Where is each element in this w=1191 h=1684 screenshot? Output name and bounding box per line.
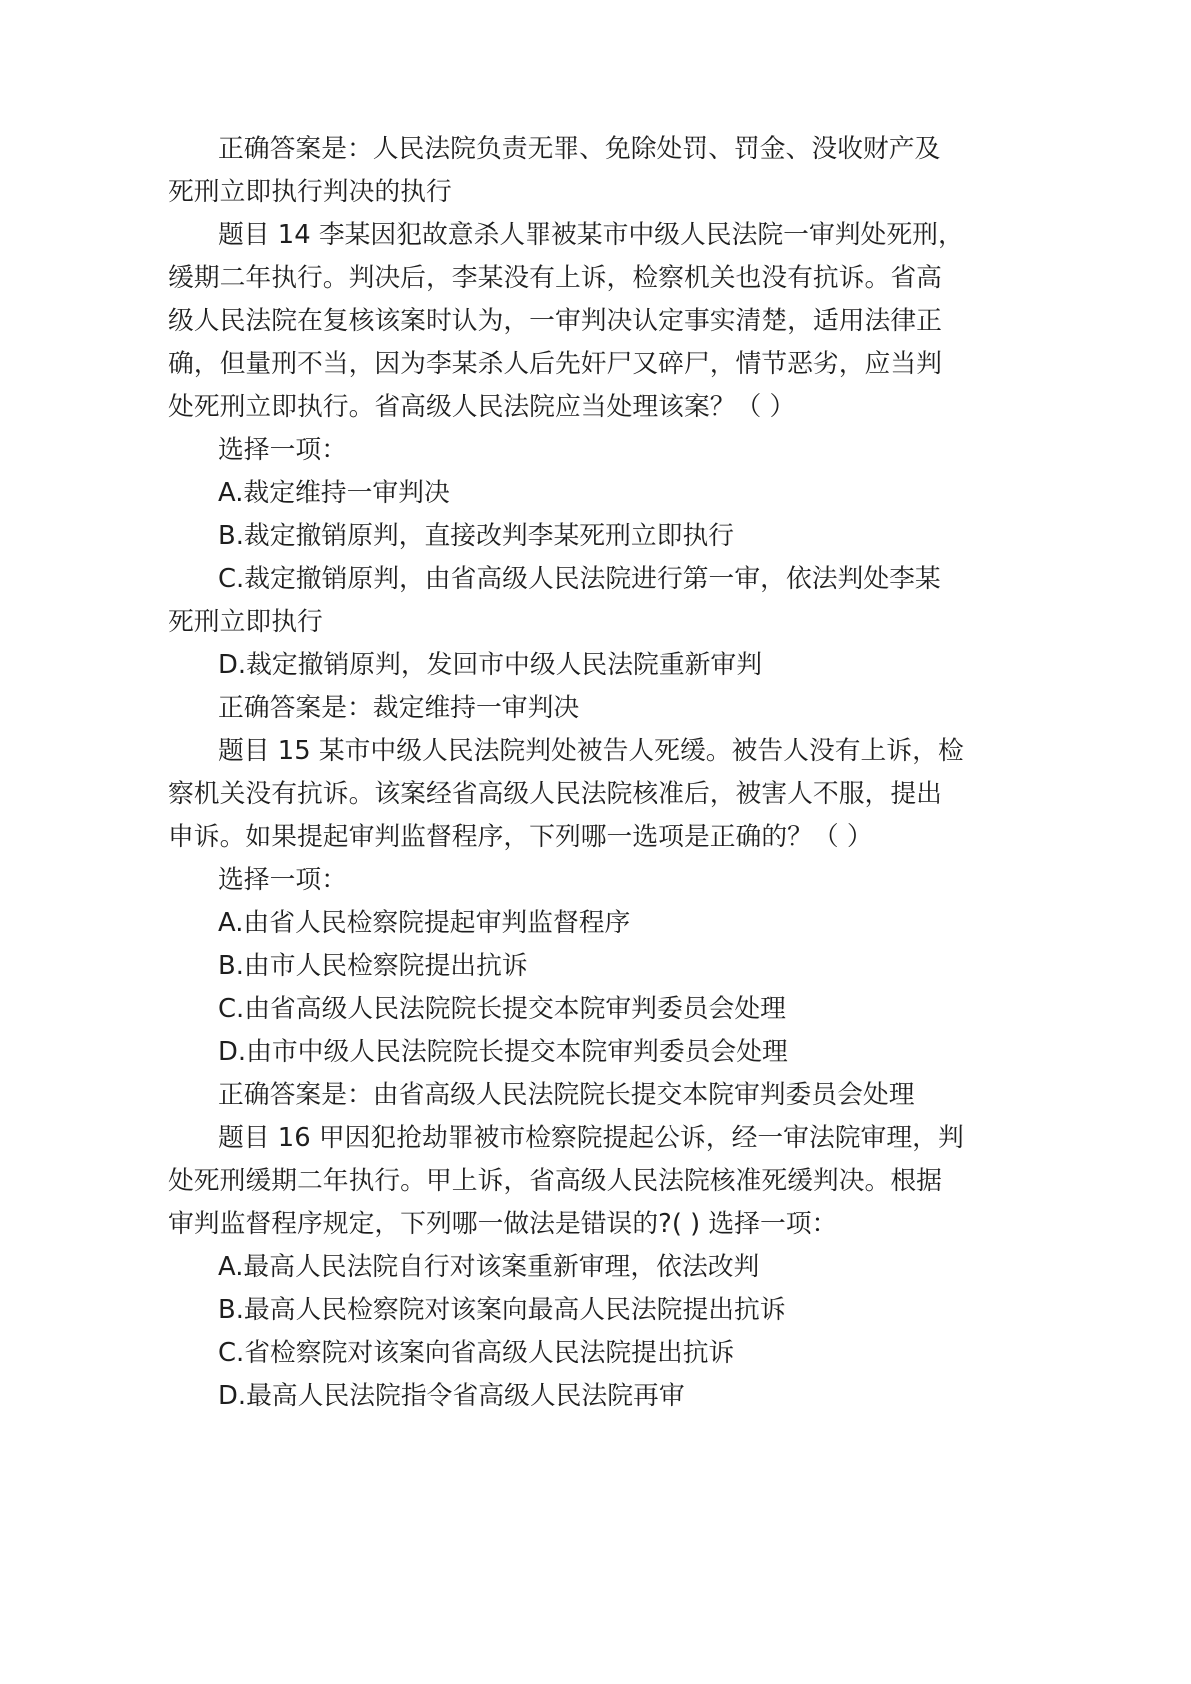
option-a [168, 1246, 988, 1289]
correct-answer [168, 1074, 988, 1117]
stem-line: 题目 16 甲因犯抢劫罪被市检察院提起公诉，经一审法院审理，判 [218, 1123, 964, 1153]
option-line: B.最高人民检察院对该案向最高人民法院提出抗诉 [218, 1295, 786, 1325]
stem-line: 处死刑缓期二年执行。甲上诉，省高级人民法院核准死缓判决。根据 [168, 1166, 942, 1196]
option-c [168, 988, 988, 1031]
stem-line: 题目 14 李某因犯故意杀人罪被某市中级人民法院一审判处死刑， [218, 220, 964, 250]
option-b [168, 1289, 988, 1332]
question-14 [168, 214, 988, 730]
option-d [168, 1031, 988, 1074]
option-b [168, 945, 988, 988]
option-b [168, 515, 988, 558]
question-15 [168, 730, 988, 1117]
answer-line: 正确答案是：人民法院负责无罪、免除处罚、罚金、没收财产及 [218, 134, 941, 164]
option-line: C.裁定撤销原判，由省高级人民法院进行第一审，依法判处李某 [218, 564, 941, 594]
question-stem [168, 1117, 988, 1246]
correct-answer [168, 687, 988, 730]
document-body [168, 128, 988, 1418]
option-line: C.省检察院对该案向省高级人民法院提出抗诉 [218, 1338, 735, 1368]
option-a [168, 472, 988, 515]
prompt-line: 选择一项： [218, 865, 347, 895]
option-line: C.由省高级人民法院院长提交本院审判委员会处理 [218, 994, 786, 1024]
stem-line: 申诉。如果提起审判监督程序，下列哪一选项是正确的？（ ） [168, 822, 873, 852]
option-line: D.最高人民法院指令省高级人民法院再审 [218, 1381, 685, 1411]
stem-line: 级人民法院在复核该案时认为，一审判决认定事实清楚，适用法律正 [168, 306, 942, 336]
stem-line: 题目 15 某市中级人民法院判处被告人死缓。被告人没有上诉，检 [218, 736, 964, 766]
option-line: 死刑立即执行 [168, 607, 323, 637]
option-line: D.裁定撤销原判，发回市中级人民法院重新审判 [218, 650, 763, 680]
stem-line: 处死刑立即执行。省高级人民法院应当处理该案？（ ） [168, 392, 796, 422]
option-line: A.最高人民法院自行对该案重新审理，依法改判 [218, 1252, 760, 1282]
option-line: A.裁定维持一审判决 [218, 478, 450, 508]
option-d [168, 644, 988, 687]
previous-answer [168, 128, 988, 214]
option-d [168, 1375, 988, 1418]
option-c [168, 1332, 988, 1375]
option-c [168, 558, 988, 644]
option-line: D.由市中级人民法院院长提交本院审判委员会处理 [218, 1037, 788, 1067]
question-16 [168, 1117, 988, 1418]
answer-line: 死刑立即执行判决的执行 [168, 177, 452, 207]
stem-line: 确，但量刑不当，因为李某杀人后先奸尸又碎尸，情节恶劣，应当判 [168, 349, 942, 379]
stem-line: 审判监督程序规定，下列哪一做法是错误的?( ) 选择一项： [168, 1209, 838, 1239]
prompt-line: 选择一项： [218, 435, 347, 465]
select-prompt [168, 429, 988, 472]
select-prompt [168, 859, 988, 902]
stem-line: 缓期二年执行。判决后，李某没有上诉，检察机关也没有抗诉。省高 [168, 263, 942, 293]
answer-line: 正确答案是：由省高级人民法院院长提交本院审判委员会处理 [218, 1080, 915, 1110]
question-stem [168, 730, 988, 859]
question-stem [168, 214, 988, 429]
answer-line: 正确答案是：裁定维持一审判决 [218, 693, 580, 723]
option-line: B.由市人民检察院提出抗诉 [218, 951, 528, 981]
option-line: B.裁定撤销原判，直接改判李某死刑立即执行 [218, 521, 735, 551]
stem-line: 察机关没有抗诉。该案经省高级人民法院核准后，被害人不服，提出 [168, 779, 942, 809]
option-line: A.由省人民检察院提起审判监督程序 [218, 908, 631, 938]
option-a [168, 902, 988, 945]
